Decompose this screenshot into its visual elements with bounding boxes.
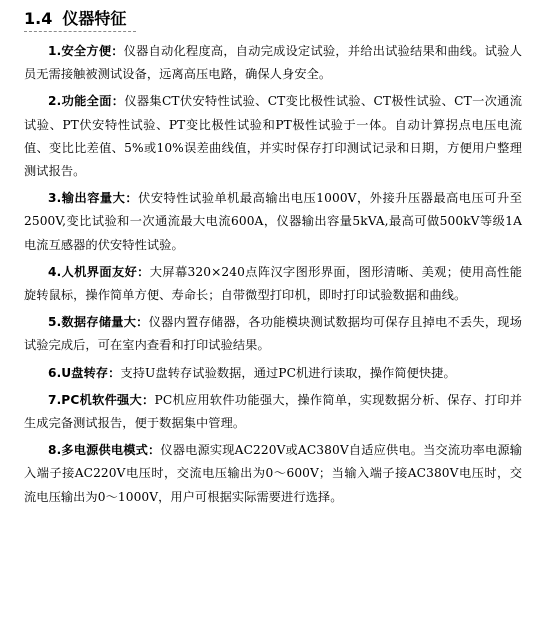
feature-text: 支持U盘转存试验数据，通过PC机进行读取，操作简便快捷。 [120, 365, 456, 380]
feature-label: 5.数据存储量大： [48, 315, 149, 330]
feature-safety [24, 40, 522, 86]
feature-interface [24, 261, 522, 307]
feature-text: 伏安特性试验单机最高输出电压1000V，外接升压器最高电压可升至2500V,变比试验和一次通流最大电流600A，仪器输出容量5kVA,最高可做500kV等级1A电流互感器的伏安特性试验。 [24, 191, 522, 252]
feature-text: 仪器自动化程度高，自动完成设定试验，并给出试验结果和曲线。试验人员无需接触被测试设备，远离高压电路，确保人身安全。 [24, 44, 522, 82]
feature-label: 4.人机界面友好： [48, 264, 150, 279]
feature-storage [24, 311, 522, 357]
feature-text: 仪器内置存储器，各功能模块测试数据均可保存且掉电不丢失，现场试验完成后，可在室内查看和打印试验结果。 [24, 315, 523, 353]
feature-label: 2.功能全面： [48, 94, 125, 109]
feature-text: 仪器集CT伏安特性试验、CT变比极性试验、CT极性试验、CT一次通流试验、PT伏安特性试验、PT变比极性试验和PT极性试验于一体。自动计算拐点电压电流值、变比比差值、5%或10%误差曲线值，并实时保存打印测试记录和日期，方便用户整理测试报告。 [24, 94, 523, 179]
feature-power-supply [24, 439, 522, 509]
feature-functions [24, 90, 522, 183]
feature-label: 3.输出容量大： [48, 191, 139, 206]
feature-pc-software [24, 389, 522, 435]
feature-output-capacity [24, 187, 522, 257]
feature-label: 7.PC机软件强大： [48, 392, 155, 407]
feature-label: 8.多电源供电模式： [48, 443, 161, 458]
feature-usb [24, 362, 522, 385]
section-number: 1.4 [24, 9, 53, 28]
heading-underline [24, 31, 136, 32]
feature-list [24, 40, 522, 509]
section-title: 仪器特征 [62, 9, 127, 28]
feature-text: PC机应用软件功能强大，操作简单，实现数据分析、保存、打印并生成完备测试报告，便于数据集中管理。 [24, 392, 522, 431]
feature-label: 1.安全方便： [48, 44, 124, 58]
feature-text: 仪器电源实现AC220V或AC380V自适应供电。当交流功率电源输入端子接AC220V电压时，交流电压输出为0～600V；当输入端子接AC380V电压时，交流电压输出为0～1000V，用户可根据实际需要进行选择。 [24, 443, 522, 504]
feature-label: 6.U盘转存： [48, 365, 121, 380]
feature-text: 大屏幕320×240点阵汉字图形界面，图形清晰、美观；使用高性能旋转鼠标，操作简单方便、寿命长；自带微型打印机，即时打印试验数据和曲线。 [24, 264, 522, 303]
section-heading [24, 6, 126, 29]
